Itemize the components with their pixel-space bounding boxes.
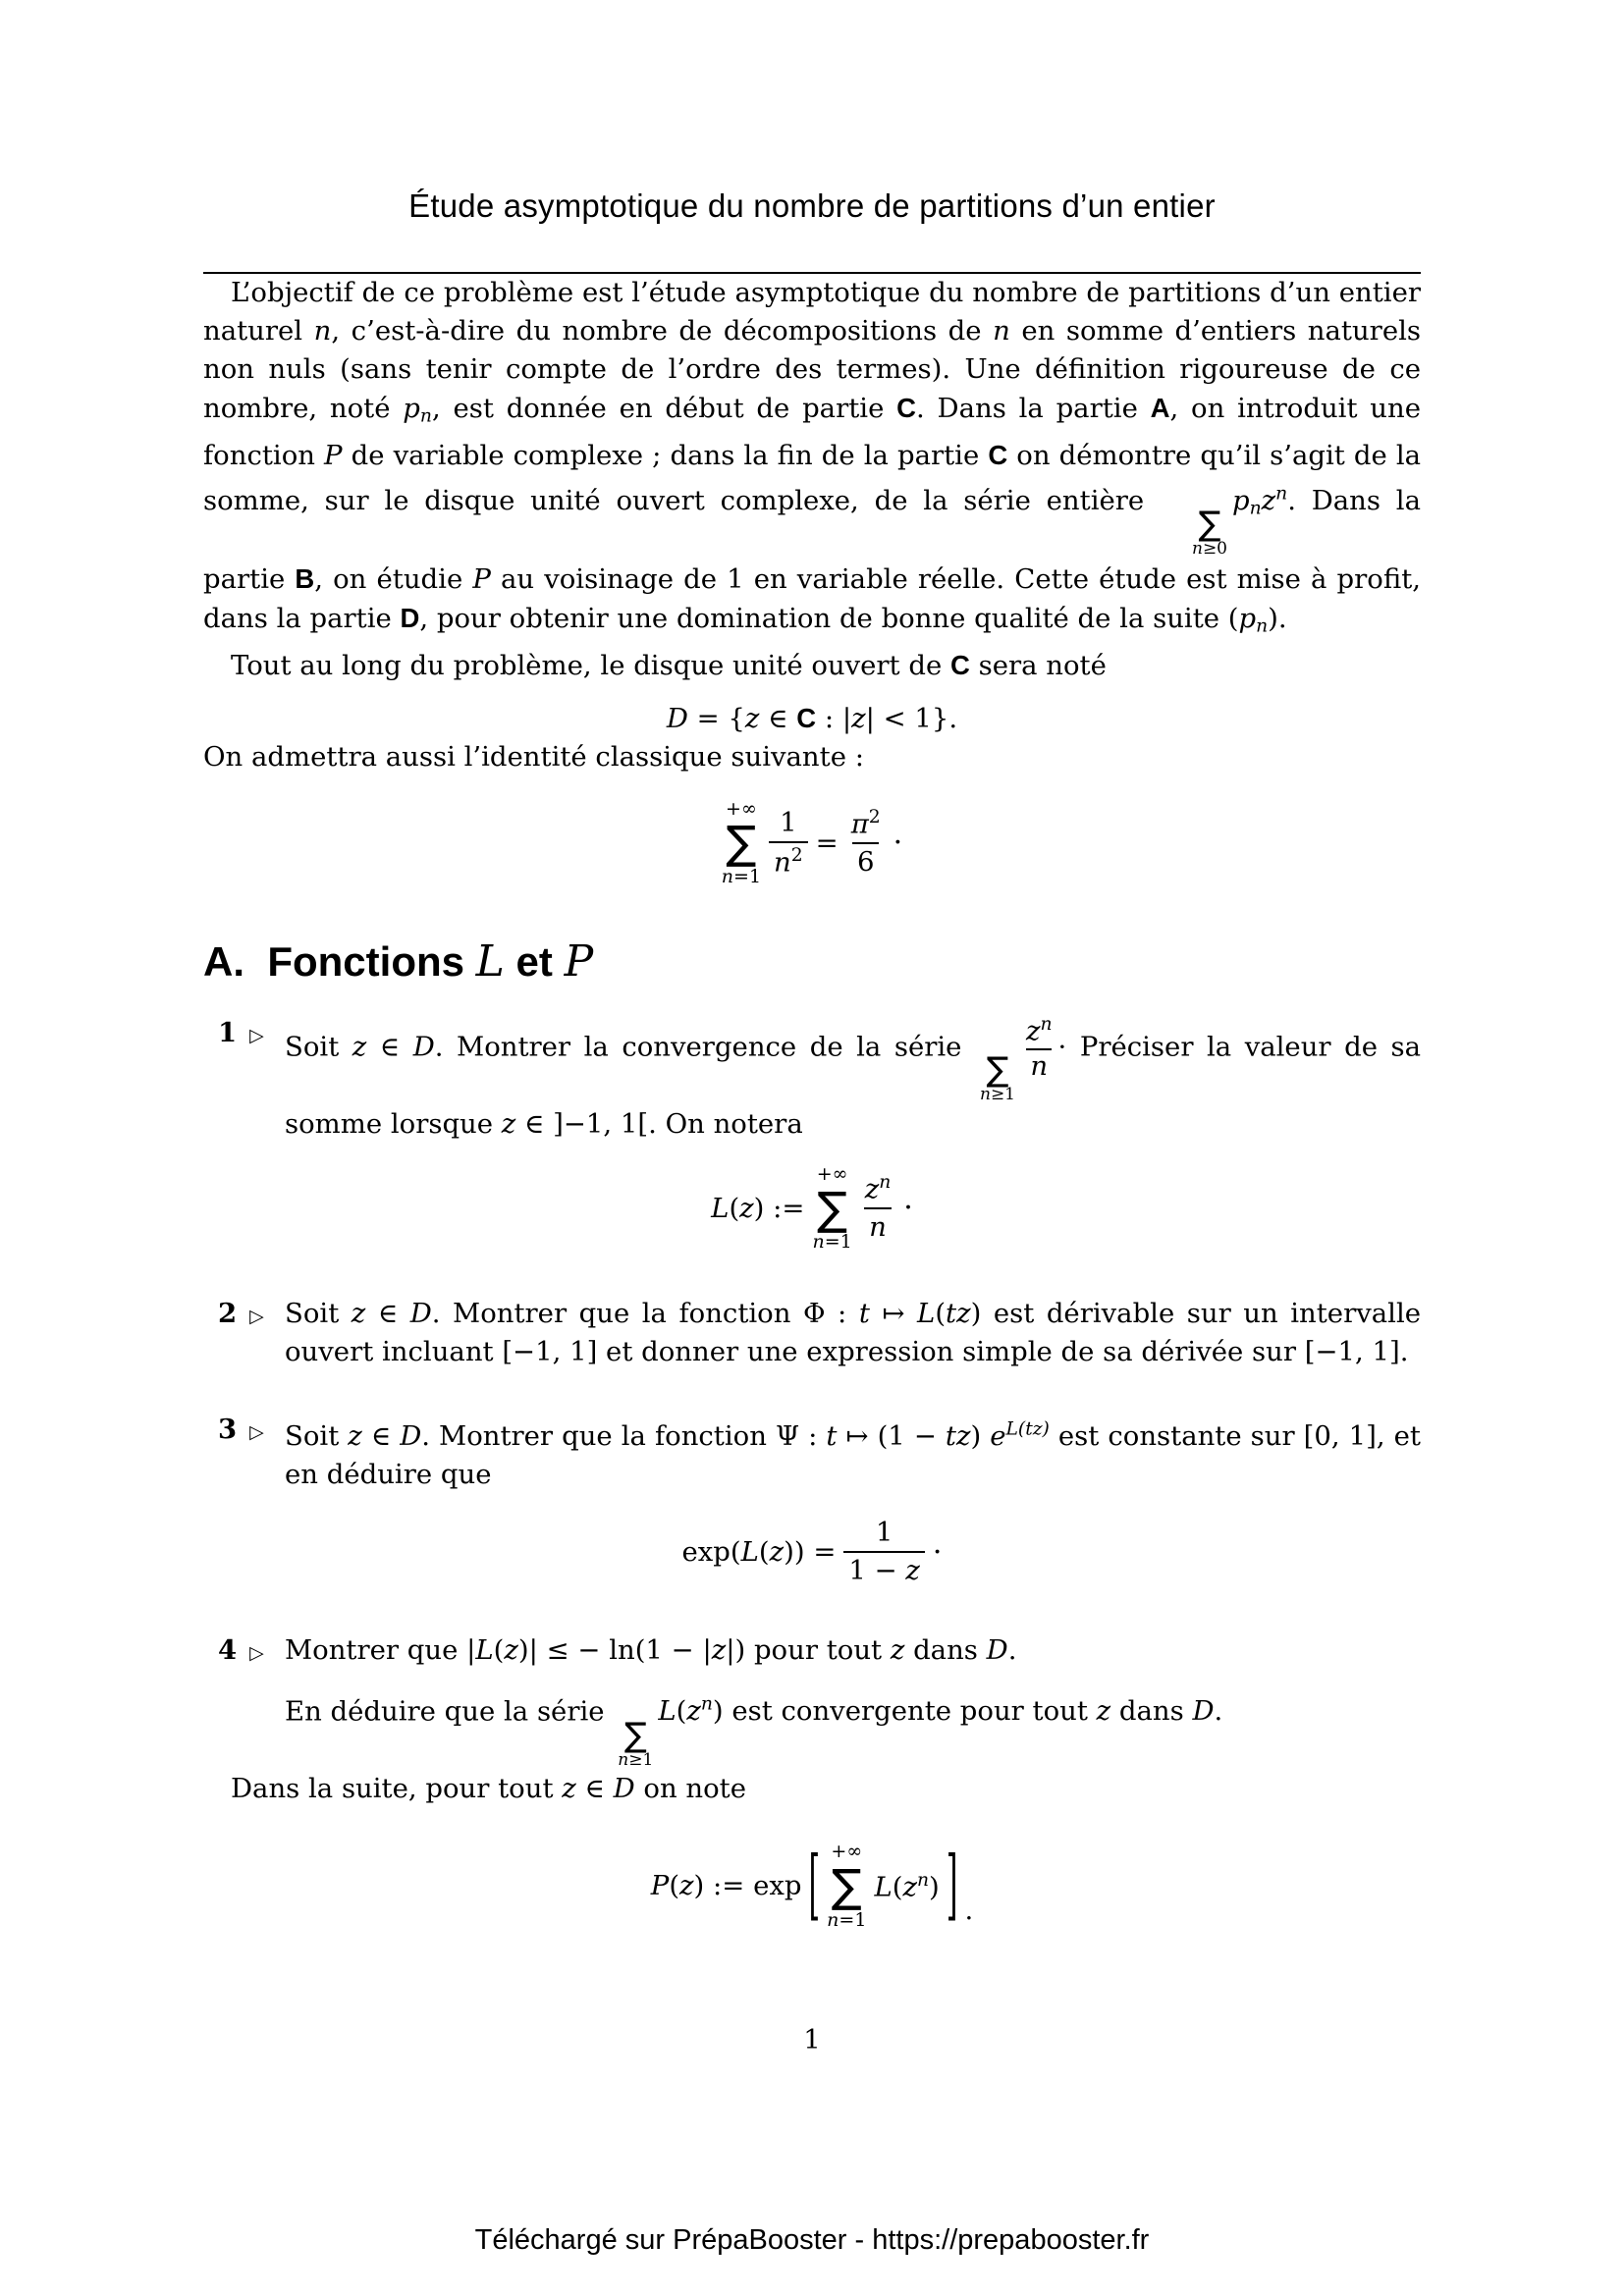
section-heading-text: A. Fonctions L et P xyxy=(203,935,594,987)
question-2-runs: Soit z ∈ D. Montrer que la fonction Φ : t ↦ L(tz) est dérivable sur un intervalle ouvert incluant [−1, 1] et donner une expression simple de sa dérivée sur [−1, 1]. xyxy=(285,1297,1422,1367)
intro-text-b: . Dans la partie B, on étudie P au voisinage de 1 en variable réelle. Cette étude est mise à profit, dans la partie D, pour obtenir une domination de bonne qualité de la suite (pn). xyxy=(203,484,1421,637)
fraction-one-over-n2 xyxy=(769,807,808,879)
intro-paragraph xyxy=(203,274,1421,646)
end-period: . xyxy=(964,1895,974,1927)
question-3-runs: Soit z ∈ D. Montrer que la fonction Ψ : t ↦ (1 − tz) $e^{L(tz)}$ est constante sur [0, 1], et en déduire que xyxy=(285,1418,1421,1491)
question-3 xyxy=(203,1411,1421,1596)
page-number: 1 xyxy=(803,2024,821,2056)
fraction-pi2-over-6 xyxy=(846,807,886,879)
sigma-icon: ∑ xyxy=(623,1715,647,1755)
question-1 xyxy=(203,1014,1421,1257)
equation-exp-identity xyxy=(203,1508,1421,1596)
sum-lower-limit: n≥1 xyxy=(979,1085,1015,1105)
question-body xyxy=(285,1295,1421,1371)
sum-upper-limit: +∞ xyxy=(831,1841,863,1863)
inline-sum-n1 xyxy=(618,1715,654,1771)
sum-operator xyxy=(827,1841,866,1931)
question-number-label: 1 xyxy=(218,1016,238,1048)
sum-lower-limit: n≥0 xyxy=(1191,539,1227,560)
equals-sign: = xyxy=(815,827,839,859)
question-1-text-b: · Préciser la valeur de sa somme lorsque z ∈ ]−1, 1[. On notera xyxy=(285,1030,1422,1140)
question-number xyxy=(203,1631,285,1770)
question-4 xyxy=(203,1631,1421,1770)
equation-lhs: exp(L(z)) = xyxy=(681,1536,837,1569)
question-4-runs-a: Montrer que |L(z)| ≤ − ln(1 − |z|) pour tout z dans D. xyxy=(285,1634,1017,1667)
section-heading xyxy=(203,937,1421,987)
fraction-zn-over-n xyxy=(1022,1014,1056,1083)
equation-P-definition xyxy=(203,1832,1421,1940)
triangle-marker-icon: ▷ xyxy=(249,1420,264,1443)
center-dot: · xyxy=(893,826,903,861)
sigma-icon: ∑ xyxy=(726,816,757,870)
numerator: $\pi^2$ xyxy=(850,806,881,840)
sigma-icon: ∑ xyxy=(1198,505,1221,545)
question-body xyxy=(285,1014,1421,1257)
question-number xyxy=(203,1295,285,1371)
intro-text-a: L’objectif de ce problème est l’étude asymptotique du nombre de partitions d’un entier naturel n, c’est-à-dire du nombre de décompositions de n en somme d’entiers naturels non nuls (sans tenir compte de l’ordre des termes). Une définition rigoureuse de ce nombre, noté pn, est donnée en début de partie C. Dans la partie A, on introduit une fonction P de variable complexe ; dans la fin de la partie C on démontre qu’il s’agit de la somme, sur le disque unité ouvert complexe, de la série entière xyxy=(203,277,1422,516)
triangle-marker-icon: ▷ xyxy=(249,1024,264,1046)
download-footer: Téléchargé sur PrépaBooster - https://prepabooster.fr xyxy=(474,2224,1150,2256)
sum-upper-limit: +∞ xyxy=(726,797,757,820)
inline-sum-n1 xyxy=(979,1049,1015,1105)
disk-definition-text: D = {z ∈ C : |z| < 1}. xyxy=(666,702,958,734)
denominator: 1 − z xyxy=(843,1551,925,1587)
basel-identity-equation xyxy=(203,794,1421,892)
question-4-runs-b-pre: En déduire que la série xyxy=(285,1695,614,1728)
question-1-text-a: Soit z ∈ D. Montrer la convergence de la série xyxy=(285,1030,975,1062)
sum-lower-limit: n=1 xyxy=(812,1230,852,1253)
sigma-icon: ∑ xyxy=(831,1859,862,1913)
denominator: n xyxy=(1026,1048,1052,1083)
sum-lower-limit: n=1 xyxy=(721,865,762,887)
question-body xyxy=(285,1631,1421,1770)
denominator: $n^2$ xyxy=(769,841,808,879)
question-number-label: 4 xyxy=(218,1634,238,1667)
content-column xyxy=(203,0,1421,1940)
right-bracket: ] xyxy=(946,1841,958,1931)
question-4-text-b xyxy=(285,1685,1421,1770)
fraction-one-over-1mz xyxy=(843,1517,925,1587)
question-number-label: 2 xyxy=(218,1297,238,1329)
question-2-text xyxy=(285,1295,1421,1371)
question-2 xyxy=(203,1295,1421,1371)
triangle-marker-icon: ▷ xyxy=(249,1305,264,1327)
sigma-icon: ∑ xyxy=(986,1049,1009,1090)
left-bracket: [ xyxy=(808,1841,821,1931)
question-4-runs-b-post: $L(z^n)$ est convergente pour tout z dans D. xyxy=(658,1694,1223,1728)
sum-operator xyxy=(722,798,761,888)
intro-text-2: Tout au long du problème, le disque unité ouvert de C sera noté xyxy=(231,649,1107,681)
question-3-text xyxy=(285,1411,1421,1494)
identity-intro-paragraph xyxy=(203,738,1421,776)
question-1-text xyxy=(285,1014,1421,1144)
numerator: $z^n$ xyxy=(1026,1013,1053,1046)
sum-body: $L(z^n)$ xyxy=(874,1869,940,1902)
sum-lower-limit: n=1 xyxy=(827,1908,867,1931)
question-body xyxy=(285,1411,1421,1596)
sigma-icon: ∑ xyxy=(817,1181,848,1235)
note-paragraph xyxy=(203,1770,1421,1808)
disk-definition-equation xyxy=(203,699,1421,738)
question-4-text-a xyxy=(285,1631,1421,1670)
inline-sum-n0 xyxy=(1164,505,1227,560)
fraction-zn-over-n xyxy=(860,1172,896,1244)
denominator: 6 xyxy=(852,842,880,879)
intro-paragraph-2 xyxy=(203,646,1421,685)
sum-operator xyxy=(812,1163,851,1254)
sum-upper-limit: +∞ xyxy=(816,1162,848,1185)
denominator: n xyxy=(864,1207,892,1244)
equation-lhs: P(z) := exp xyxy=(650,1870,802,1902)
triangle-marker-icon: ▷ xyxy=(249,1642,264,1665)
numerator: 1 xyxy=(875,1517,893,1549)
question-number-label: 3 xyxy=(218,1413,238,1445)
document-title: Étude asymptotique du nombre de partitions d’un entier xyxy=(408,187,1216,224)
center-dot: · xyxy=(903,1191,913,1226)
note-text: Dans la suite, pour tout z ∈ D on note xyxy=(231,1773,746,1805)
numerator: $z^n$ xyxy=(864,1172,892,1205)
numerator: 1 xyxy=(780,806,797,838)
series-term: pnz$^n$ xyxy=(1232,483,1288,519)
equation-lhs: L(z) := xyxy=(711,1192,805,1224)
equation-L-definition xyxy=(203,1159,1421,1257)
sum-lower-limit: n≥1 xyxy=(618,1749,654,1770)
center-dot: · xyxy=(932,1534,943,1570)
identity-intro-text: On admettra aussi l’identité classique suivante : xyxy=(203,740,864,773)
